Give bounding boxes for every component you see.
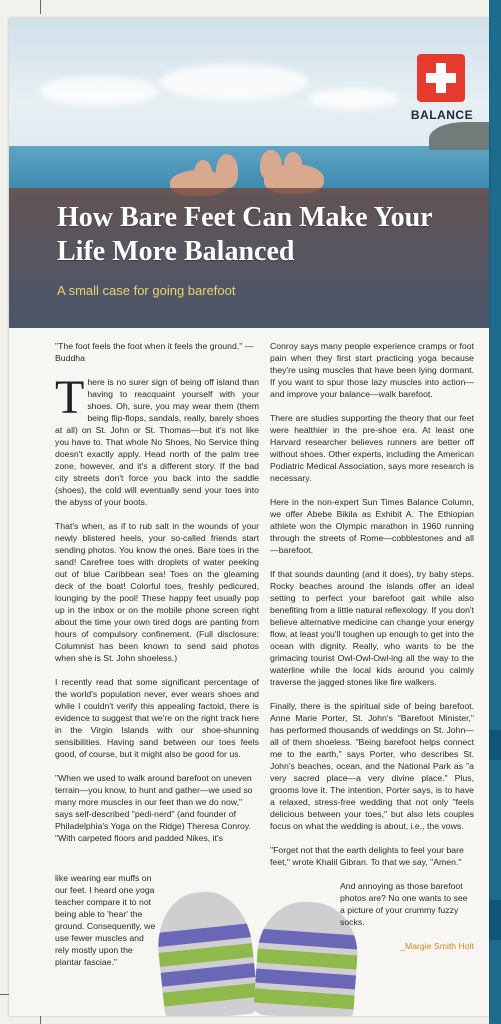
paragraph: There are studies supporting the theory that our feet were healthier in the pre-shoe era. At least one Harvard researcher believes runners are better off without shoes. Other experts, including the American Podiatric Medical Association, says more research is necessary. (270, 413, 474, 483)
paragraph: If that sounds daunting (and it does), try baby steps. Rocky beaches around the islands offer an ideal setting to perfect your barefoot gait while also benefiting from a little natural reflexology. If you don't believe alternative medicine can change your energy flow, at least you'll toughen up enough to get into the ocean with dignity. Really, who wants to be the grimacing tourist Owl-Owl-Owl-ing all the way to the waterline while the local kids around you calmly traverse the jagged stones like fire walkers. (270, 569, 474, 687)
paragraph (55, 371, 259, 508)
hero-photo (9, 18, 489, 328)
magazine-page (9, 18, 489, 1016)
adjacent-page-tab (489, 900, 501, 940)
gibran-quote: "Forget not that the earth delights to feel your bare feet," wrote Khalil Gibran. To that we say, "Amen." (270, 845, 464, 867)
headline: How Bare Feet Can Make Your Life More Balanced (57, 202, 433, 267)
adjacent-page-strip (489, 0, 501, 1024)
distant-hill (429, 122, 489, 150)
left-column (55, 340, 259, 844)
deck: A small case for going barefoot (57, 283, 236, 298)
drop-cap: T (55, 371, 85, 424)
closing-paragraph: And annoying as those barefoot photos are? No one wants to see a picture of your crummy fuzzy socks. (340, 881, 468, 927)
paragraph: I recently read that some significant percentage of the world's population never, ever wears shoes and while I couldn't verify this appealing factoid, there is evidence to suggest that we're on the right track here in the Virgin Islands with our shoe-shunning sensibilities. Having sand between our toes feels good, of course, but it might also be good for us. (55, 677, 260, 759)
author-signature: _Margie Smith Holt (400, 941, 474, 951)
paragraph-text: here is no surer sign of being off island than having to reacquaint yourself with your shoes. Oh, sure, you may wear them (them being flip-flops, sandals, really, barely shoes at all) on St. John or St. Thomas—but it's not like you have to. That whole No Shoes, No Service thing doesn't exactly apply. Head north of the palm tree zone, however, and it's a different story. If the bad city streets don't force you back into the saddle (shoes), the cold will eventually send your toes into the abyss of your boots. (55, 377, 259, 507)
paragraph: Finally, there is the spiritual side of being barefoot. Anne Marie Porter, St. John's "Barefoot Minister," has performed thousands of weddings on St. John—all of them shoeless. "Being barefoot helps connect me to the earth," says Porter, who describes St. John's beaches, ocean, and the National Park as "a very sacred place—a very divine place." Plus, grooms love it. The intention, Porter says, is to have a relaxed, stress-free wedding that not only "feels delicious between your toes," but also lets couples focus on what the wedding is about, i.e., the vows. (270, 701, 474, 831)
paragraph: "When we used to walk around barefoot on uneven terrain—you know, to hunt and gather—we used so many more muscles in our feet than we do now," says self-described "pedi-nerd" (and founder of Philadelphia's Yoga on the Ridge) Theresa Conroy. "With carpeted floors and padded Nikes, it's (55, 773, 253, 843)
cloud (39, 76, 159, 106)
paragraph-wrapped: like wearing ear muffs on our feet. I heard one yoga teacher compare it to not being able to 'hear' the ground. Consequently, we use fewer muscles and rely mostly upon the plantar fasciae." (55, 873, 156, 967)
crop-mark (40, 0, 41, 14)
cloud (159, 64, 309, 100)
paragraph: That's when, as if to rub salt in the wounds of your newly blistered heels, your so-called friends start sending photos. You know the ones. Bare toes in the sand! Carefree toes with droplets of water peeking out of blue Caribbean sea! Toes on the gleaming deck of the boat! Colorful toes, freshly pedicured, lounging by the pool! These happy feet usually pop up in the inbox or on the mobile phone screen right about the time your own tired dogs are panting from hours of compulsory confinement. (Full disclosure: Columnist has been known to send said photos when she is St. John shoeless.) (55, 521, 259, 663)
epigraph: "The foot feels the foot when it feels the ground." —Buddha (55, 341, 254, 363)
adjacent-page-tab (489, 730, 501, 760)
paragraph: Conroy says many people experience cramps or foot pain when they first start practicing yoga because they're using muscles that have been lying dormant. If you want to spur those lazy muscles into action—and improve your balance—walk barefoot. (270, 341, 474, 399)
section-label: BALANCE (410, 108, 474, 122)
medical-cross-icon (417, 54, 465, 102)
paragraph: Here in the non-expert Sun Times Balance Column, we offer Abebe Bikila as Exhibit A. The Ethiopian athlete won the Olympic marathon in 1960 running through the streets of Rome—cobblestones and all—barefoot. (270, 497, 474, 555)
right-column (270, 340, 474, 964)
cloud (309, 88, 399, 110)
